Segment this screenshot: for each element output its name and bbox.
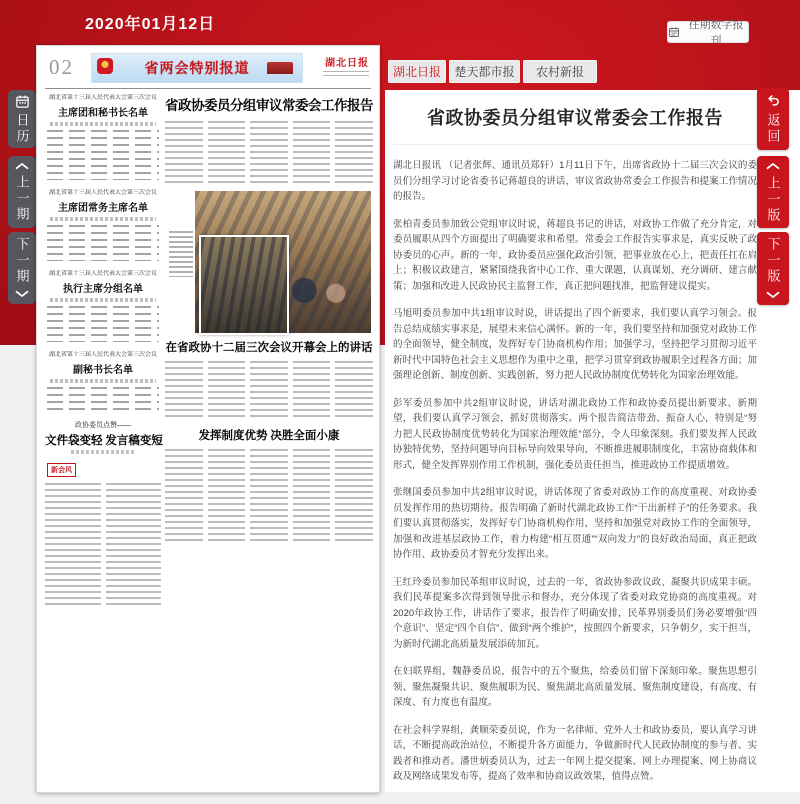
- list-title[interactable]: 主席团常务主席名单: [58, 203, 148, 214]
- masthead-logo-text: 湖北日报: [325, 58, 369, 69]
- text-column-placeholder: [293, 121, 331, 185]
- photo-caption-title[interactable]: 在省政协十二届三次会议开幕会上的讲话: [165, 342, 373, 354]
- text-column-placeholder: [335, 121, 373, 185]
- text-column-placeholder: [45, 483, 101, 609]
- body-text-placeholder: [165, 449, 373, 541]
- text-column-placeholder: [165, 121, 203, 185]
- next-page-label: 下一版: [765, 237, 781, 285]
- name-list-placeholder: [47, 225, 158, 261]
- article-title: 省政协委员分组审议常委会工作报告: [393, 104, 757, 145]
- article-paragraph: 在妇联界组，魏静委员说，报告中的五个聚焦，给委员们留下深刻印象。聚焦思想引领、聚焦凝聚共识、聚焦履职为民、聚焦湖北高质量发展、聚焦制度建设，有高度、有深度、有力度也有温度。: [393, 666, 757, 708]
- newspaper-thumbnail[interactable]: [36, 45, 380, 793]
- text-column-placeholder: [208, 121, 246, 185]
- text-column-placeholder: [250, 361, 288, 419]
- list-kicker: 湖北省第十三届人民代表大会第三次会议: [48, 95, 157, 101]
- tab-chutian-metropolis-daily[interactable]: [449, 60, 520, 83]
- chevron-down-icon: [765, 290, 781, 300]
- paper-left-column: [45, 94, 161, 609]
- tab-rural-news[interactable]: [523, 60, 597, 83]
- paper-main-headline[interactable]: 省政协委员分组审议常委会工作报告: [165, 98, 373, 113]
- masthead-logo: [323, 54, 369, 78]
- note-line: [50, 217, 157, 221]
- feature-byline-placeholder: [71, 450, 135, 454]
- calendar-button[interactable]: [8, 90, 36, 148]
- banner-title: 省两会特别报道: [144, 62, 250, 77]
- conference-photo-inset: [199, 235, 289, 335]
- back-button-label: 返回: [765, 113, 781, 145]
- article-paragraph: 彭军委员参加中共2组审议时说，讲话对湖北政协工作和政协委员提出新要求、新期望，我们要认真学习领会，抓好贯彻落实。两个报告简洁带劲、振奋人心，特别是“努力把人民政协制度优势转化为国家治理效能”部分，令人印象深刻。我们要发挥人民政协独特优势，坚持问题导向目标导向效果导向，不断推进履职制度化，丰富协商载体和形式，健全发挥界别作用工作机制，强化委员责任担当，推进政协工作提质增效。: [393, 397, 757, 471]
- article-paragraph: 张继国委员参加中共2组审议时说，讲话体现了省委对政协工作的高度重视、对政协委员发挥作用的热切期待。报告明确了新时代湖北政协工作“干出新样子”的任务要求。我们要认真贯彻落实，发挥好专门协商机构作用，坚持和加强党对政协工作的全面领导，加强和改进基层政协工作，着力构建“相互贯通”“双向发力”的良好政治局面，真正把政协作用、政协委员才智充分发挥出来。: [393, 487, 757, 560]
- chevron-up-icon: [765, 161, 781, 171]
- name-list-placeholder: [47, 387, 158, 411]
- list-kicker: 湖北省第十三届人民代表大会第三次会议: [48, 190, 157, 196]
- conference-photo: [195, 191, 371, 333]
- prev-issue-button[interactable]: [8, 156, 36, 228]
- paper-second-headline[interactable]: 发挥制度优势 决胜全面小康: [198, 430, 340, 442]
- text-column-placeholder: [208, 361, 246, 419]
- conference-photo-block: [165, 191, 373, 333]
- paper-main-region: [165, 94, 373, 541]
- archive-button[interactable]: [667, 19, 749, 47]
- text-column-placeholder: [335, 449, 373, 541]
- note-line: [50, 298, 157, 302]
- masthead-rule: [45, 88, 371, 89]
- page-number: 02: [49, 55, 74, 79]
- feature-kicker: 政协委员点赞——: [75, 422, 131, 429]
- article: [393, 104, 757, 788]
- list-title[interactable]: 副秘书长名单: [73, 365, 133, 376]
- text-column-placeholder: [293, 361, 331, 419]
- prev-page-label: 上一版: [765, 175, 781, 224]
- text-column-placeholder: [165, 361, 203, 419]
- photo-caption-placeholder: [169, 231, 193, 277]
- archive-button-label: 往期数字报刊: [688, 19, 744, 47]
- text-column-placeholder: [208, 449, 246, 541]
- tab-label: 湖北日报: [392, 65, 441, 79]
- prev-page-button[interactable]: [757, 156, 789, 228]
- text-column-placeholder: [106, 483, 162, 609]
- article-panel: [385, 90, 800, 792]
- text-column-placeholder: [250, 121, 288, 185]
- article-body: [393, 158, 757, 788]
- list-title[interactable]: 主席团和秘书长名单: [58, 108, 148, 119]
- back-button[interactable]: [757, 88, 789, 150]
- article-paragraph: 在社会科学界组，龚顺荣委员说，作为一名律师、党外人士和政协委员，要认真学习讲话，不断提高政治站位，不断提升各方面能力，争做新时代人民政协制度的参与者、实践者和推动者。潘世炳委员认为，过去一年网上提交提案、网上办理提案、网上协商议政及网络成果发布等，提高了效率和协商议政效果，值得点赞。: [393, 724, 757, 782]
- masthead-dateline-placeholder: [323, 71, 369, 78]
- chevron-down-icon: [14, 289, 30, 299]
- prev-issue-label: 上一期: [14, 175, 30, 223]
- calendar-icon: [668, 26, 680, 38]
- feature-title[interactable]: 文件袋变轻 发言稿变短: [45, 435, 163, 447]
- note-line: [50, 379, 157, 383]
- tab-label: 楚天都市报: [454, 65, 515, 79]
- issue-date: 2020年01月12日: [85, 16, 216, 33]
- chevron-up-icon: [14, 161, 30, 171]
- article-paragraph: 湖北日报讯 （记者张辉、通讯员郑轩）1月11日下午，出席省政协十二届三次会议的委员们分组学习讨论省委书记蒋超良的讲话，审议省政协常委会工作报告和提案工作情况的报告。: [393, 160, 757, 202]
- text-column-placeholder: [293, 449, 331, 541]
- body-text-placeholder: [165, 361, 373, 419]
- next-issue-label: 下一期: [14, 237, 30, 285]
- text-column-placeholder: [335, 361, 373, 419]
- body-text-placeholder: [165, 121, 373, 185]
- calendar-icon: [15, 94, 30, 109]
- back-icon: [766, 93, 781, 108]
- building-decoration: [267, 62, 293, 74]
- tab-label: 农村新报: [535, 65, 584, 79]
- text-column-placeholder: [250, 449, 288, 541]
- name-list-placeholder: [47, 306, 158, 342]
- list-kicker: 湖北省第十三届人民代表大会第三次会议: [48, 352, 157, 358]
- name-list-placeholder: [47, 130, 158, 180]
- next-issue-button[interactable]: [8, 232, 36, 304]
- note-line: [50, 122, 157, 126]
- article-paragraph: 张柏青委员参加致公党组审议时说，蒋超良书记的讲话，对政协工作做了充分肯定，对委员履职从四个方面提出了明确要求和希望。常委会工作报告实事求是，真实反映了政协委员的心声。新的一年，政协委员应强化政治引领，把事业放在心上，把责任扛在肩上；积极议政建言，紧紧围绕我省中心工作、重大课题，认真谋划、充分调研、建言献策；加强和改进人民政协民主监督工作，真正把问题找准，把监督建议提实。: [393, 218, 757, 292]
- feature-text-placeholder: [45, 483, 161, 609]
- list-kicker: 湖北省第十三届人民代表大会第三次会议: [48, 271, 157, 277]
- text-column-placeholder: [165, 449, 203, 541]
- article-paragraph: 王红玲委员参加民革组审议时说，过去的一年，省政协参政议政、凝聚共识成果丰硕。我们民革提案多次得到领导批示和督办，充分体现了省委对政党协商的高度重视。对2020年政协工作，讲话作了要求，报告作了明确安排，民革界别委员们务必要增强“四个意识”、坚定“四个自信”、做到“两个维护”，按照四个新要求，只争朝夕，实干担当，为新时代湖北高质量发展添砖加瓦。: [393, 576, 757, 650]
- emblem-decoration: [97, 58, 113, 74]
- list-title[interactable]: 执行主席分组名单: [63, 284, 143, 295]
- calendar-button-label: 日历: [14, 112, 30, 145]
- article-paragraph: 马旭明委员参加中共1组审议时说，讲话提出了四个新要求，我们要认真学习领会。报告总结成绩实事求是，展望未来信心满怀。新的一年，我们要坚持和加强党对政协工作的全面领导，健全制度，发挥好专门协商机构作用；加强学习，坚持把学习贯彻习近平新时代中国特色社会主义思想作为重中之重，把学习贯穿到政协履职全过程各方面；加强理论创新、制度创新、实践创新，努力把人民政协制度优势转化为国家治理效能。: [393, 308, 757, 381]
- feature-tag: 新会风: [47, 463, 76, 477]
- tab-hubei-daily[interactable]: [388, 60, 446, 83]
- next-page-button[interactable]: [757, 232, 789, 305]
